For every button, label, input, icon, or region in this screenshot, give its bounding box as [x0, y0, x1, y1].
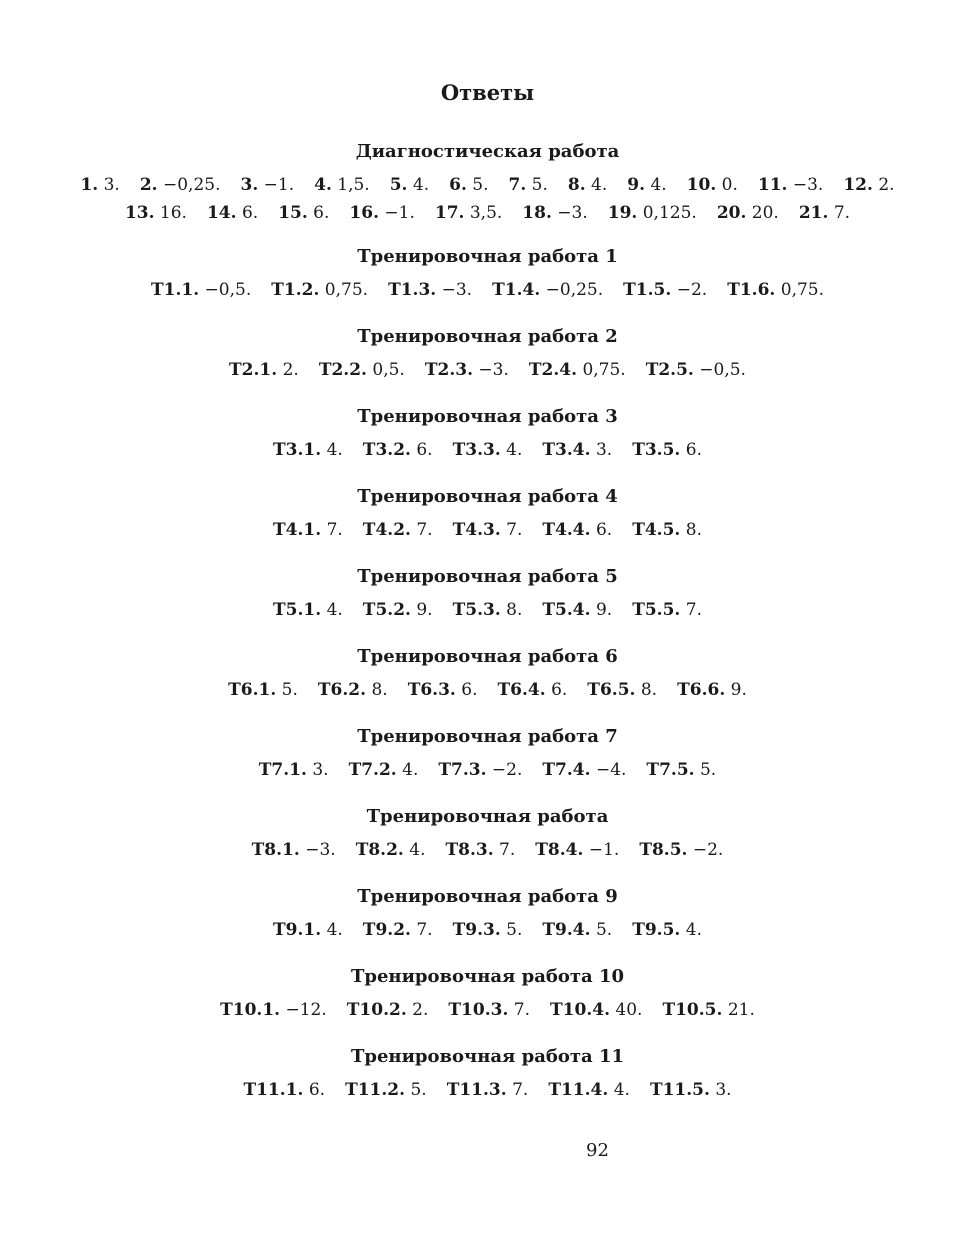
section-title: Тренировочная работа 11 [350, 1046, 625, 1067]
answer-value: 5. [595, 920, 613, 940]
answer-number: T11.3. [446, 1080, 507, 1100]
answer-item [646, 360, 746, 380]
answer-item [522, 203, 587, 223]
answer-value: 5. [410, 1080, 427, 1100]
answer-item [717, 203, 779, 223]
answer-number: T3.1. [273, 440, 322, 460]
answer-value: 4. [409, 840, 426, 860]
answer-item [271, 280, 368, 300]
answer-value: −3. [305, 840, 336, 860]
answer-number: T6.6. [677, 680, 726, 700]
answer-number: T9.1. [273, 920, 322, 940]
answer-number: T4.4. [542, 520, 591, 540]
answer-value: 5. [506, 920, 523, 940]
section-title: Тренировочная работа 6 [357, 646, 618, 667]
answer-number: T6.2. [317, 680, 367, 700]
answer-item [492, 280, 603, 300]
answer-value: 2. [412, 1000, 429, 1020]
answer-number: 6. [449, 175, 467, 195]
answer-row [0, 356, 975, 384]
answer-value: 7. [512, 1080, 529, 1100]
answer-list [0, 436, 975, 464]
answer-item [687, 175, 738, 195]
answer-item [388, 280, 472, 300]
answer-value: 4. [326, 920, 343, 940]
answer-item [273, 600, 343, 620]
answer-section [0, 140, 975, 227]
answer-number: T1.3. [388, 280, 437, 300]
answer-value: 4. [412, 175, 430, 195]
answer-value: −0,25. [162, 175, 221, 195]
answer-number: T2.3. [424, 360, 473, 380]
answer-value: 4. [613, 1080, 630, 1100]
answer-value: 6. [416, 440, 433, 460]
answer-number: T6.5. [587, 680, 636, 700]
answer-number: 2. [139, 175, 158, 195]
answer-value: 3. [715, 1080, 732, 1100]
answer-section [0, 485, 975, 544]
answer-item [758, 175, 823, 195]
answer-value: 8. [685, 520, 702, 540]
answer-number: T11.5. [649, 1080, 710, 1100]
answer-item [447, 1080, 529, 1100]
answer-number: T3.5. [632, 440, 681, 460]
answer-value: 21. [727, 1000, 755, 1020]
answer-value: 6. [461, 680, 478, 700]
answer-value: 4. [591, 175, 608, 195]
answer-value: −2. [676, 280, 708, 300]
answer-item [220, 1000, 327, 1020]
answer-number: T10.4. [550, 1000, 610, 1020]
answer-row [0, 516, 975, 544]
answer-item [345, 1080, 427, 1100]
answer-value: 0,125. [642, 203, 697, 223]
answer-number: T7.3. [438, 760, 487, 780]
answer-item [542, 600, 612, 620]
answer-number: T7.4. [542, 760, 591, 780]
answer-list [0, 836, 975, 864]
answer-section [0, 245, 975, 304]
answer-section [0, 565, 975, 624]
answer-value: 6. [551, 680, 568, 700]
answer-item [425, 360, 509, 380]
answer-number: T7.1. [258, 760, 307, 780]
answer-number: T7.5. [646, 760, 695, 780]
answer-row [0, 171, 975, 199]
answer-value: 3. [312, 760, 329, 780]
answer-number: T2.2. [318, 360, 367, 380]
answer-item [390, 175, 429, 195]
answer-item [632, 920, 702, 940]
answer-item [449, 175, 488, 195]
answer-item [548, 1080, 630, 1100]
answer-list [0, 916, 975, 944]
answer-value: 6. [308, 1080, 326, 1100]
answer-row [0, 916, 975, 944]
answer-value: 1,5. [337, 175, 370, 195]
answer-item [632, 520, 702, 540]
answer-number: 3. [240, 175, 259, 195]
answer-item [229, 360, 299, 380]
answer-value: 6. [595, 520, 613, 540]
answer-item [273, 520, 343, 540]
answer-number: T2.1. [229, 360, 278, 380]
answer-number: 18. [522, 203, 552, 223]
answer-section [0, 725, 975, 784]
answer-number: T6.4. [497, 680, 546, 700]
answer-number: T8.1. [251, 840, 300, 860]
answer-value: 7. [506, 520, 523, 540]
answer-item [453, 920, 523, 940]
answer-number: 7. [508, 175, 527, 195]
answer-item [228, 680, 298, 700]
answer-number: T3.3. [452, 440, 501, 460]
answer-number: T6.3. [407, 680, 456, 700]
answer-item [509, 175, 548, 195]
answer-item [727, 280, 824, 300]
answer-item [632, 440, 702, 460]
answer-item [568, 175, 607, 195]
answer-value: 8. [506, 600, 523, 620]
answer-item [259, 760, 329, 780]
answer-number: T1.4. [492, 280, 541, 300]
answer-number: T8.4. [535, 840, 584, 860]
answer-item [125, 203, 187, 223]
answer-value: −0,5. [204, 280, 252, 300]
answer-item [356, 840, 426, 860]
section-title: Диагностическая работа [355, 141, 620, 162]
answer-value: −3. [478, 360, 509, 380]
answer-number: T1.2. [271, 280, 320, 300]
answer-value: −4. [595, 760, 627, 780]
answer-number: 16. [349, 203, 379, 223]
answer-item [646, 760, 716, 780]
section-title: Тренировочная работа 10 [350, 966, 625, 987]
answer-row [0, 836, 975, 864]
answer-item [542, 920, 612, 940]
answer-value: 4. [402, 760, 419, 780]
answer-item [240, 175, 294, 195]
answer-item [587, 680, 657, 700]
answer-value: 9. [730, 680, 747, 700]
answer-item [799, 203, 850, 223]
answer-value: 6. [685, 440, 702, 460]
answer-number: 5. [389, 175, 408, 195]
section-title: Тренировочная работа 1 [357, 246, 618, 267]
answer-number: T5.4. [542, 600, 591, 620]
answer-item [662, 1000, 754, 1020]
answer-value: 4. [506, 440, 523, 460]
answer-section [0, 885, 975, 944]
answer-value: −3. [557, 203, 588, 223]
answer-item [363, 440, 433, 460]
answer-number: 20. [716, 203, 747, 223]
answer-item [151, 280, 251, 300]
answer-item [542, 440, 612, 460]
answer-number: T1.1. [150, 280, 200, 300]
answer-value: 16. [159, 203, 187, 223]
answer-item [650, 1080, 732, 1100]
answer-value: −3. [441, 280, 473, 300]
answer-item [623, 280, 707, 300]
answer-number: T10.1. [220, 1000, 281, 1020]
answer-list [0, 676, 975, 704]
answer-value: 4. [685, 920, 702, 940]
answer-row [0, 676, 975, 704]
answer-number: T11.1. [243, 1080, 304, 1100]
answer-section [0, 805, 975, 864]
answer-item [314, 175, 370, 195]
answer-number: T4.1. [273, 520, 322, 540]
answer-value: 4. [326, 440, 343, 460]
section-title: Тренировочная работа 7 [357, 726, 618, 747]
answer-value: 5. [699, 760, 717, 780]
answer-number: T5.5. [632, 600, 681, 620]
answer-value: 9. [595, 600, 613, 620]
answer-value: 8. [371, 680, 388, 700]
answer-value: 3. [595, 440, 613, 460]
answer-number: T9.5. [632, 920, 681, 940]
answer-section [0, 405, 975, 464]
answer-item [453, 520, 523, 540]
answer-value: 6. [313, 203, 330, 223]
answer-value: 3. [103, 175, 120, 195]
section-title: Тренировочная работа 4 [357, 486, 618, 507]
answer-item [542, 760, 626, 780]
answer-value: 7. [326, 520, 343, 540]
answer-item [318, 680, 388, 700]
answer-list [0, 516, 975, 544]
section-title: Тренировочная работа 2 [357, 326, 618, 347]
answer-number: T4.3. [452, 520, 501, 540]
answer-list [0, 171, 975, 227]
answer-item [349, 760, 419, 780]
answer-value: −1. [384, 203, 415, 223]
answer-item [207, 203, 258, 223]
answer-number: T1.5. [623, 280, 672, 300]
answer-value: 40. [615, 1000, 643, 1020]
answer-value: 7. [833, 203, 851, 223]
answer-number: 9. [627, 175, 646, 195]
answer-item [243, 1080, 325, 1100]
answer-item [273, 440, 343, 460]
answer-item [639, 840, 723, 860]
answer-value: −0,25. [545, 280, 604, 300]
answer-number: T2.4. [528, 360, 578, 380]
answer-number: T4.2. [362, 520, 411, 540]
answer-number: T4.5. [632, 520, 681, 540]
answer-item [408, 680, 478, 700]
section-title: Тренировочная работа 9 [357, 886, 618, 907]
answer-list [0, 1076, 975, 1104]
answer-row [0, 1076, 975, 1104]
answer-value: 5. [472, 175, 489, 195]
answer-item [453, 440, 523, 460]
answer-number: T5.1. [273, 600, 322, 620]
answer-item [278, 203, 329, 223]
answer-item [363, 920, 433, 940]
answer-number: T3.4. [542, 440, 591, 460]
answer-number: T5.3. [452, 600, 501, 620]
answer-item [542, 520, 612, 540]
answer-item [445, 840, 515, 860]
answer-item [453, 600, 523, 620]
answer-value: 2. [282, 360, 299, 380]
answer-section [0, 965, 975, 1024]
answer-item [843, 175, 894, 195]
answer-row [0, 276, 975, 304]
answer-section [0, 645, 975, 704]
answer-number: T10.3. [448, 1000, 509, 1020]
answer-row [0, 436, 975, 464]
answer-number: T9.4. [542, 920, 591, 940]
answer-value: 4. [650, 175, 667, 195]
answer-item [438, 760, 522, 780]
answer-number: T3.2. [362, 440, 411, 460]
answer-item [498, 680, 568, 700]
answer-value: 0,75. [324, 280, 369, 300]
answer-value: 20. [751, 203, 779, 223]
answer-value: −1. [588, 840, 620, 860]
answer-value: 4. [326, 600, 343, 620]
answer-number: T5.2. [362, 600, 411, 620]
answer-item [550, 1000, 642, 1020]
section-title: Тренировочная работа 5 [357, 566, 618, 587]
section-title: Тренировочная работа [366, 806, 609, 827]
answer-value: −0,5. [699, 360, 746, 380]
answer-number: 11. [757, 175, 788, 195]
answer-value: 7. [499, 840, 516, 860]
answer-value: 8. [640, 680, 658, 700]
answer-item [448, 1000, 530, 1020]
answer-value: 5. [281, 680, 298, 700]
answer-number: 17. [434, 203, 465, 223]
answer-value: −2. [692, 840, 724, 860]
answer-item [273, 920, 343, 940]
answer-number: T8.5. [639, 840, 688, 860]
answer-item [363, 600, 433, 620]
answer-section [0, 1045, 975, 1104]
answer-number: 13. [124, 203, 155, 223]
answer-value: 5. [531, 175, 548, 195]
answer-item [677, 680, 747, 700]
answer-number: T6.1. [228, 680, 277, 700]
answer-number: T8.3. [445, 840, 494, 860]
answer-value: −3. [792, 175, 824, 195]
answer-number: 1. [80, 175, 99, 195]
answer-row [0, 199, 975, 227]
answer-number: 14. [206, 203, 237, 223]
answer-row [0, 756, 975, 784]
page-number: 92 [586, 1140, 609, 1161]
answer-value: 0. [721, 175, 738, 195]
answer-number: 12. [843, 175, 873, 195]
answer-item [252, 840, 336, 860]
answer-value: 3,5. [469, 203, 503, 223]
answer-value: 7. [513, 1000, 531, 1020]
answer-value: 7. [685, 600, 702, 620]
answer-value: 0,75. [582, 360, 626, 380]
answer-item [347, 1000, 429, 1020]
page-title: Ответы [440, 80, 535, 105]
answer-value: −2. [491, 760, 523, 780]
answer-item [363, 520, 433, 540]
answer-number: 10. [686, 175, 717, 195]
answer-row [0, 996, 975, 1024]
answer-item [535, 840, 619, 860]
answer-value: 6. [241, 203, 259, 223]
answer-item [632, 600, 702, 620]
answer-value: −1. [263, 175, 295, 195]
answer-value: 0,5. [372, 360, 405, 380]
answer-list [0, 276, 975, 304]
answer-item [80, 175, 119, 195]
answer-value: 7. [416, 520, 433, 540]
answer-number: 8. [567, 175, 586, 195]
answer-number: T9.3. [452, 920, 501, 940]
answer-item [608, 203, 697, 223]
answer-item [435, 203, 502, 223]
answer-number: 21. [798, 203, 829, 223]
answer-number: T7.2. [348, 760, 397, 780]
answer-number: T11.4. [548, 1080, 609, 1100]
answer-value: 7. [416, 920, 433, 940]
answer-number: T11.2. [345, 1080, 406, 1100]
answer-item [140, 175, 221, 195]
answer-value: −12. [285, 1000, 327, 1020]
answer-row [0, 596, 975, 624]
answer-section [0, 325, 975, 384]
answer-value: 2. [878, 175, 895, 195]
answer-value: 0,75. [780, 280, 825, 300]
answer-number: 19. [607, 203, 638, 223]
answer-list [0, 596, 975, 624]
answer-number: 15. [278, 203, 308, 223]
answer-number: T1.6. [727, 280, 776, 300]
answer-number: 4. [314, 175, 332, 195]
answer-number: T2.5. [645, 360, 694, 380]
answer-list [0, 756, 975, 784]
answer-item [319, 360, 405, 380]
answer-list [0, 356, 975, 384]
section-title: Тренировочная работа 3 [357, 406, 618, 427]
answer-number: T9.2. [362, 920, 411, 940]
answer-value: 9. [416, 600, 433, 620]
answer-number: T10.5. [662, 1000, 723, 1020]
answer-item [627, 175, 666, 195]
answer-item [529, 360, 626, 380]
answer-number: T10.2. [346, 1000, 407, 1020]
answer-list [0, 996, 975, 1024]
answer-number: T8.2. [355, 840, 404, 860]
answer-item [349, 203, 414, 223]
